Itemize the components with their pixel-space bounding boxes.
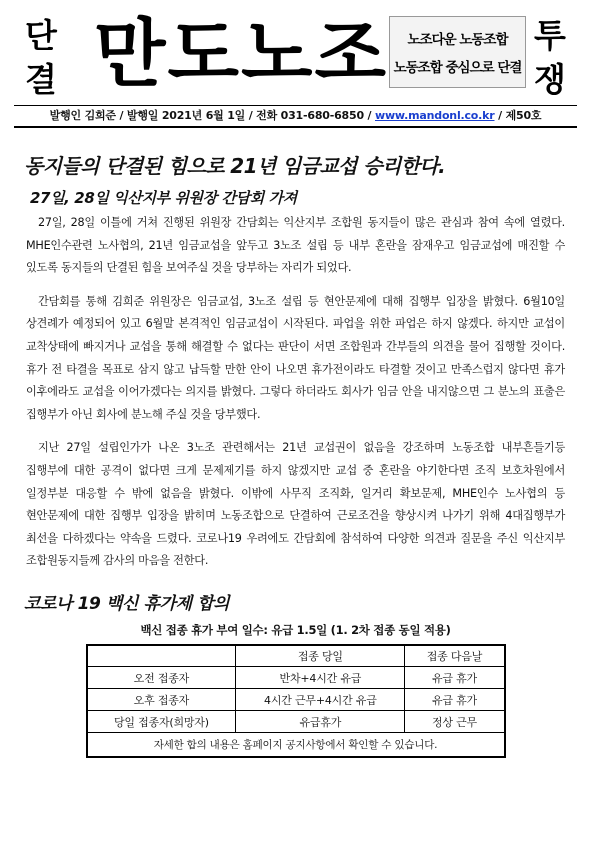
slogan-line: 노동조합 중심으로 단결 (393, 60, 522, 76)
newsletter-logo: 만도노조 (94, 11, 388, 97)
table-cell: 유급 휴가 (405, 667, 505, 689)
table-cell: 반차+4시간 유급 (236, 667, 405, 689)
left-word-char: 결 (25, 60, 57, 99)
table-note-row (87, 733, 505, 757)
table-row (87, 667, 505, 689)
table-cell: 오후 접종자 (87, 689, 236, 711)
right-vertical-word (525, 14, 575, 102)
right-word-char: 투 (534, 16, 566, 55)
issue-number: / 제50호 (494, 109, 542, 122)
article-paragraph: 지난 27일 설립인가가 나온 3노조 관련해서는 21년 교섭권이 없음을 강조하며 노동조합 내부흔들기등 집행부에 대한 공격이 없다면 크게 문제제기를 하지 않겠지만 교섭 중 혼란을 야기한다면 조직 보호차원에서 일정부분 대응할 수 밖에 없음을 밝혔다. 이밖에 사무직 조직화, 일거리 확보문제, MHE인수 노사협의 등 현안문제에 대한 집행부 입장을 밝히며 노동조합으로 단결하여 근로조건을 향상시켜 나가기 위해 4대집행부가 최선을 다하겠다는 약속을 드렸다. 코로나19 우려에도 간담회에 참석하여 다양한 의견과 질문을 주신 익산지부 조합원동지들께 감사의 마음을 전한다. (26, 441, 565, 568)
website-link[interactable]: www.mandonl.co.kr (375, 109, 495, 122)
masthead (14, 6, 577, 106)
table-cell: 유급휴가 (236, 711, 405, 733)
left-vertical-word (16, 14, 66, 102)
table-header-cell: 접종 다음날 (405, 645, 505, 667)
article-subhead: 27일, 28일 익산지부 위원장 간담회 가져 (30, 189, 297, 207)
vaccine-section-title: 코로나 19 백신 휴가제 합의 (24, 593, 230, 614)
article-headline: 동지들의 단결된 힘으로 21년 임금교섭 승리한다. (24, 154, 446, 178)
publication-info-bar (14, 106, 577, 128)
table-header-cell: 접종 당일 (236, 645, 405, 667)
vaccine-table-caption: 백신 접종 휴가 부여 일수: 유급 1.5일 (1. 2차 접종 동일 적용) (140, 622, 451, 637)
right-word-char: 쟁 (534, 60, 566, 99)
newsletter-page (0, 6, 591, 850)
table-cell: 정상 근무 (405, 711, 505, 733)
article-paragraph: 27일, 28일 이틀에 거쳐 진행된 위원장 간담회는 익산지부 조합원 동지들이 많은 관심과 참여 속에 열렸다. MHE인수관련 노사협의, 21년 임금교섭을 앞두고 3노조 설립 등 내부 혼란을 잠재우고 임금교섭에 매진할 수 있도록 동지들의 단결된 힘을 보여주실 것을 당부하는 자리가 되었다. (26, 216, 565, 275)
table-header-row (87, 645, 505, 667)
left-word-char: 단 (25, 16, 57, 55)
slogan-line: 노조다운 노동조합 (407, 32, 508, 48)
vaccine-leave-table (86, 644, 506, 758)
table-row (87, 711, 505, 733)
table-cell: 오전 접종자 (87, 667, 236, 689)
table-header-cell (87, 645, 236, 667)
article-paragraph: 간담회를 통해 김희준 위원장은 임금교섭, 3노조 설립 등 현안문제에 대해 집행부 입장을 밝혔다. 6월10일 상견례가 예정되어 있고 6월말 본격적인 임금교섭이 시작된다. 파업을 위한 파업은 하지 않겠다. 하지만 교섭이 교착상태에 빠지거나 교섭을 통해 해결할 수 없다는 판단이 서면 조합원과 간부들의 의견을 물어 집행할 것이다. 휴가 전 타결을 목표로 삼지 않고 납득할 만한 안이 나오면 휴가전이라도 타결할 것이고 만족스럽지 않다면 휴가 이후에라도 교섭을 이어가겠다는 의지를 밝혔다. 그렇다 하더라도 회사가 임금 안을 내지않으면 그 분노의 표출은 집행부가 아닌 회사에 분노해 주실 것을 당부했다. (26, 294, 565, 421)
table-cell: 당일 접종자(희망자) (87, 711, 236, 733)
table-cell: 4시간 근무+4시간 유급 (236, 689, 405, 711)
slogan-box (389, 16, 526, 88)
table-note: 자세한 합의 내용은 홈페이지 공지사항에서 확인할 수 있습니다. (87, 733, 505, 757)
publication-info-prefix: 발행인 김희준 / 발행일 2021년 6월 1일 / 전화 031-680-6850 / (49, 109, 375, 122)
table-row (87, 689, 505, 711)
table-cell: 유급 휴가 (405, 689, 505, 711)
